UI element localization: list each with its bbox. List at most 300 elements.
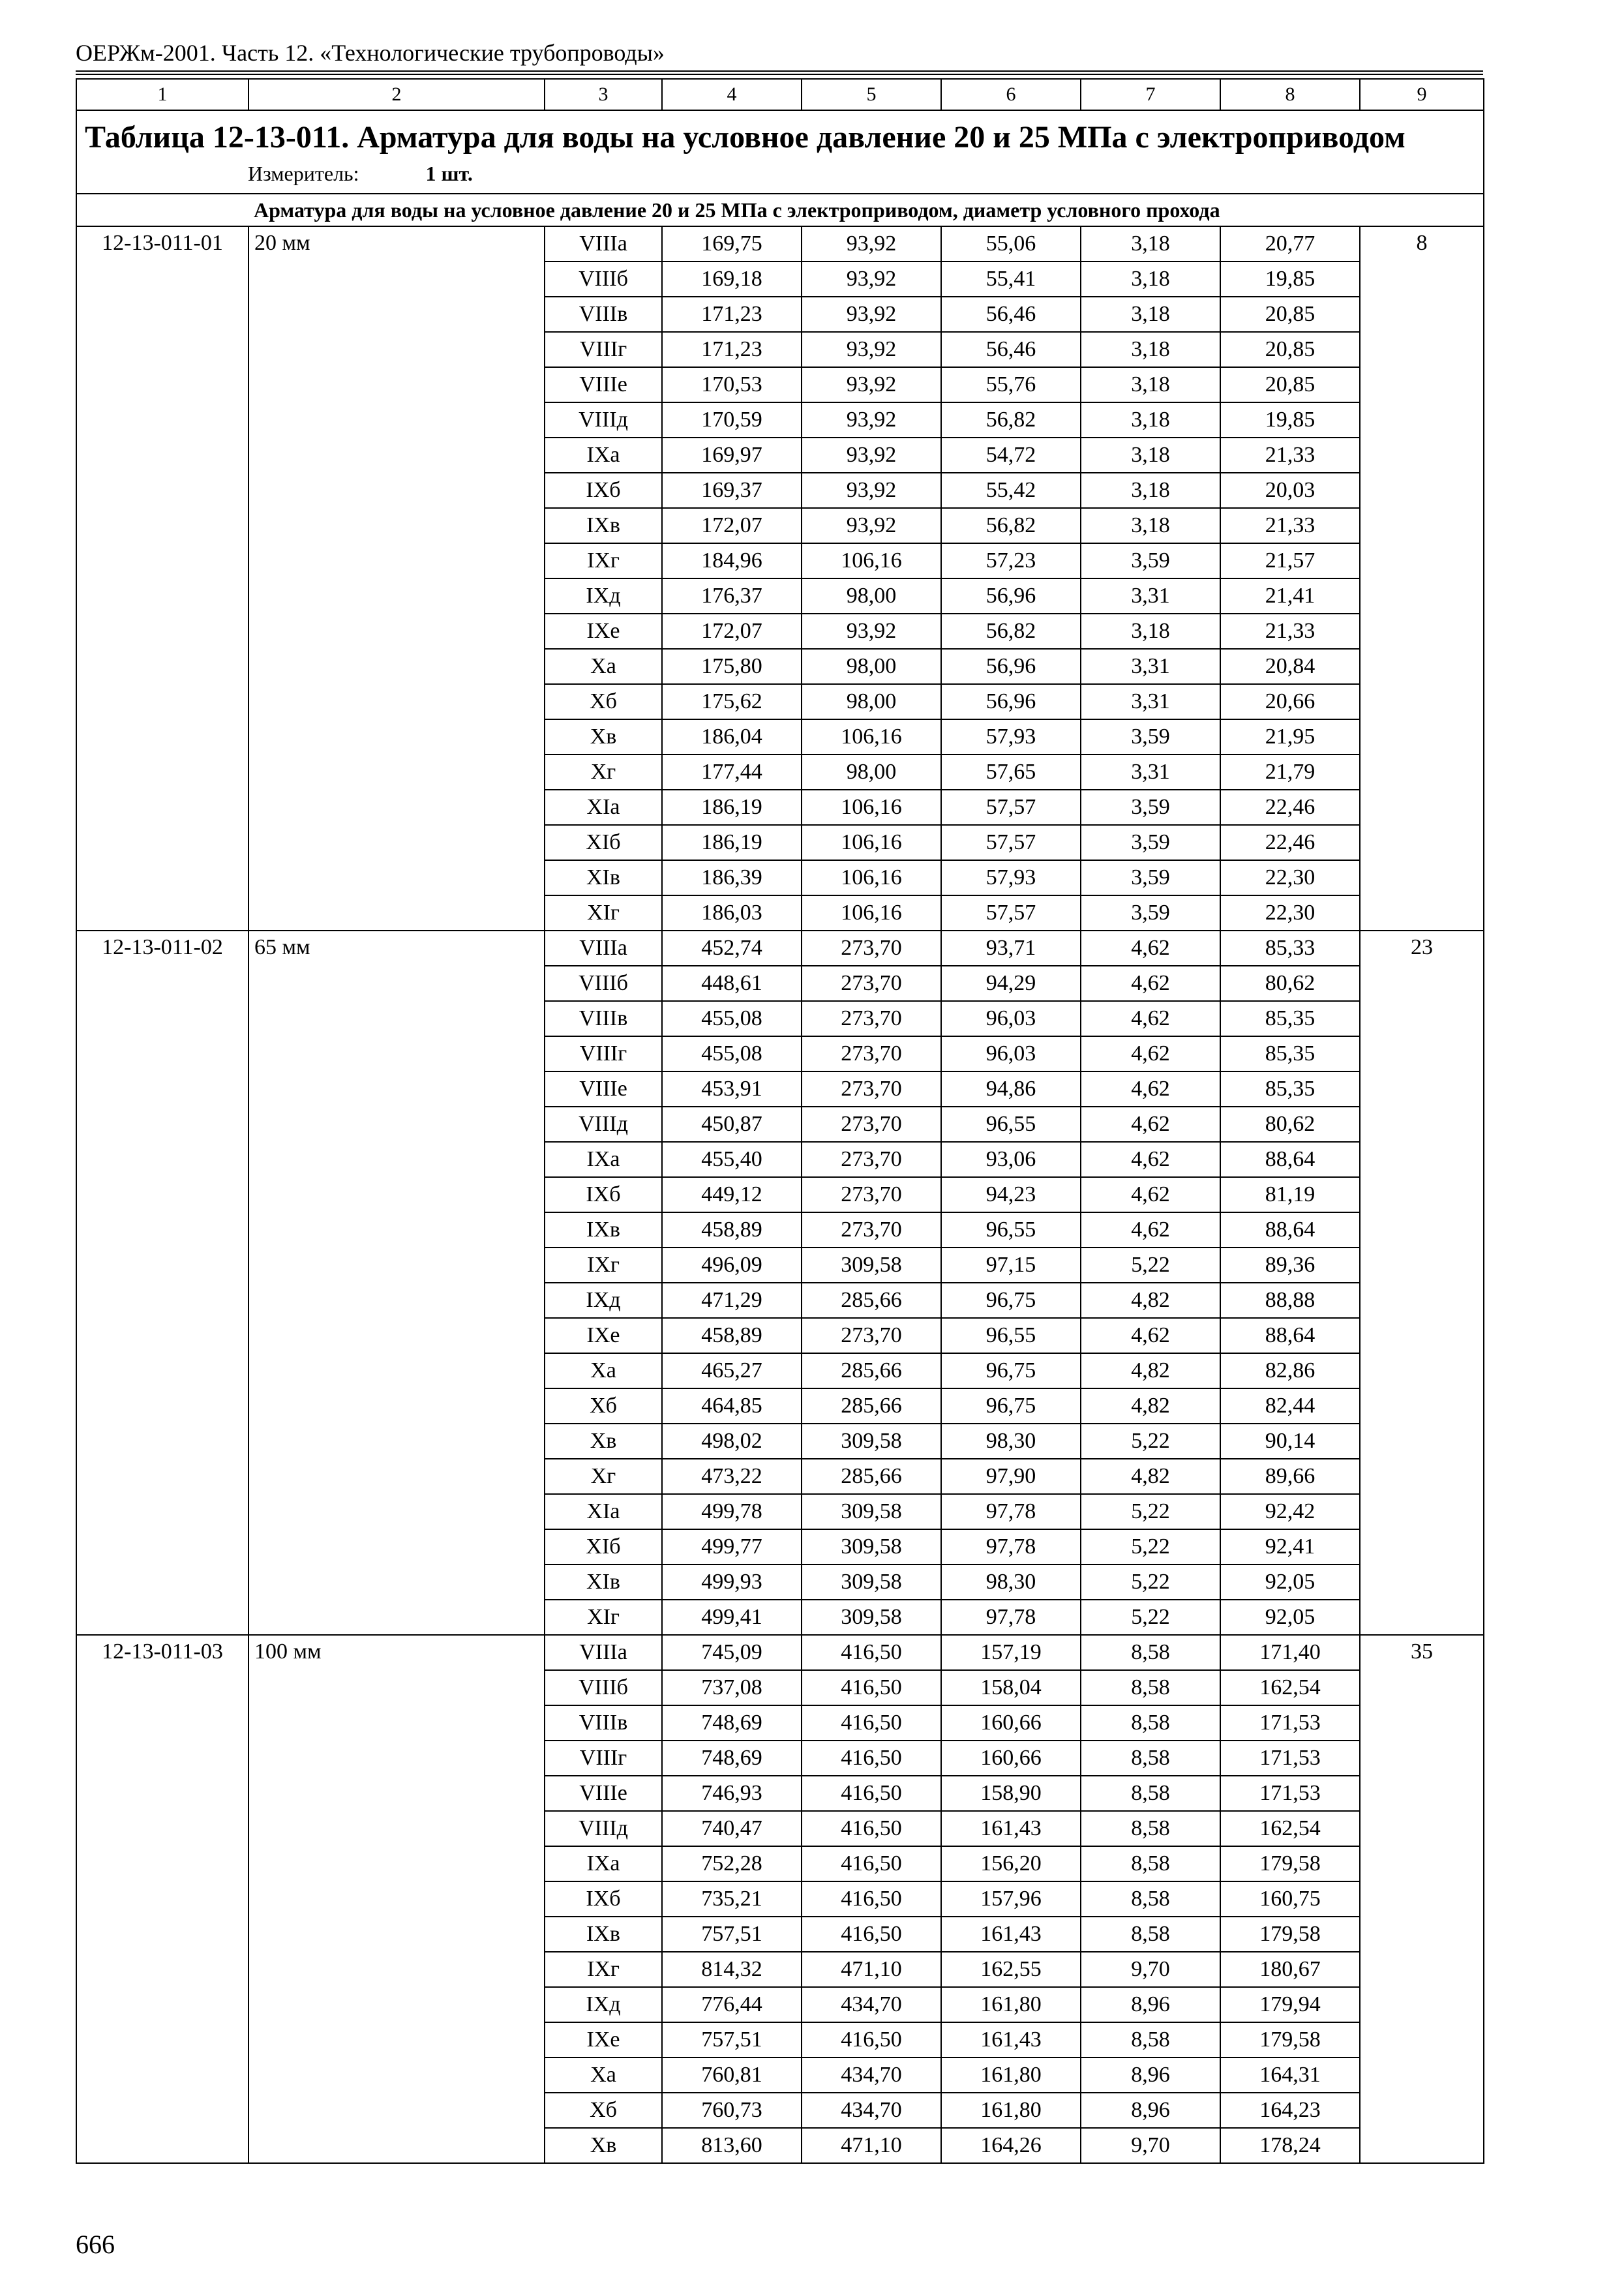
machine-cost: 164,26 <box>941 2128 1081 2163</box>
resource-class: IXе <box>545 2022 662 2057</box>
total-cost: 186,19 <box>662 825 802 860</box>
resource-class: Xб <box>545 2093 662 2128</box>
machinist-wage: 3,18 <box>1081 402 1220 438</box>
total-cost: 499,93 <box>662 1564 802 1600</box>
total-cost: 499,41 <box>662 1600 802 1635</box>
resource-class: XIг <box>545 1600 662 1635</box>
machinist-wage: 8,58 <box>1081 1741 1220 1776</box>
resource-class: IXв <box>545 1917 662 1952</box>
total-cost: 471,29 <box>662 1283 802 1318</box>
resource-class: Xг <box>545 1459 662 1494</box>
machine-cost: 56,46 <box>941 297 1081 332</box>
resource-class: Xв <box>545 719 662 755</box>
resource-class: VIIIа <box>545 226 662 262</box>
wage-cost: 309,58 <box>802 1494 941 1529</box>
wage-cost: 309,58 <box>802 1600 941 1635</box>
table-title-row <box>76 110 1484 194</box>
wage-cost: 93,92 <box>802 508 941 543</box>
machinist-wage: 3,59 <box>1081 895 1220 931</box>
col-number-4: 4 <box>662 79 802 110</box>
machinist-wage: 4,62 <box>1081 1001 1220 1036</box>
machinist-wage: 3,31 <box>1081 755 1220 790</box>
total-cost: 186,04 <box>662 719 802 755</box>
wage-cost: 416,50 <box>802 1917 941 1952</box>
wage-cost: 416,50 <box>802 1881 941 1917</box>
table-row <box>76 1635 1484 1670</box>
wage-cost: 285,66 <box>802 1388 941 1424</box>
resource-class: VIIIг <box>545 332 662 367</box>
machinist-wage: 4,62 <box>1081 1036 1220 1071</box>
machine-cost: 96,75 <box>941 1283 1081 1318</box>
total-cost: 449,12 <box>662 1177 802 1212</box>
measure-value: 1 шт. <box>425 162 473 185</box>
machinist-wage: 3,18 <box>1081 438 1220 473</box>
machinist-wage: 8,58 <box>1081 1917 1220 1952</box>
machinist-wage: 3,59 <box>1081 719 1220 755</box>
total-cost: 760,73 <box>662 2093 802 2128</box>
wage-cost: 285,66 <box>802 1283 941 1318</box>
material-cost: 179,58 <box>1220 1917 1360 1952</box>
resource-class: XIв <box>545 1564 662 1600</box>
material-cost: 22,30 <box>1220 860 1360 895</box>
total-cost: 455,40 <box>662 1142 802 1177</box>
machine-cost: 161,43 <box>941 1811 1081 1846</box>
machinist-wage: 3,59 <box>1081 825 1220 860</box>
machine-cost: 97,78 <box>941 1494 1081 1529</box>
document-header: ОЕРЖм-2001. Часть 12. «Технологические трубопроводы» <box>76 40 665 66</box>
total-cost: 776,44 <box>662 1987 802 2022</box>
wage-cost: 416,50 <box>802 1670 941 1705</box>
material-cost: 20,85 <box>1220 297 1360 332</box>
wage-cost: 416,50 <box>802 2022 941 2057</box>
machine-cost: 54,72 <box>941 438 1081 473</box>
total-cost: 186,39 <box>662 860 802 895</box>
material-cost: 21,33 <box>1220 508 1360 543</box>
material-cost: 80,62 <box>1220 966 1360 1001</box>
resource-class: IXе <box>545 614 662 649</box>
total-cost: 175,80 <box>662 649 802 684</box>
wage-cost: 93,92 <box>802 262 941 297</box>
machine-cost: 57,65 <box>941 755 1081 790</box>
resource-class: VIIIв <box>545 1705 662 1741</box>
nominal-diameter: 65 мм <box>248 931 545 1635</box>
machine-cost: 57,93 <box>941 719 1081 755</box>
resource-class: VIIIг <box>545 1036 662 1071</box>
machine-cost: 56,82 <box>941 508 1081 543</box>
machine-cost: 57,57 <box>941 790 1081 825</box>
material-cost: 21,79 <box>1220 755 1360 790</box>
measure-label: Измеритель: <box>248 162 359 185</box>
material-cost: 21,41 <box>1220 578 1360 614</box>
wage-cost: 273,70 <box>802 1318 941 1353</box>
wage-cost: 93,92 <box>802 473 941 508</box>
machine-cost: 57,23 <box>941 543 1081 578</box>
material-cost: 92,42 <box>1220 1494 1360 1529</box>
machinist-wage: 5,22 <box>1081 1494 1220 1529</box>
machinist-wage: 4,62 <box>1081 1212 1220 1248</box>
total-cost: 496,09 <box>662 1248 802 1283</box>
resource-class: IXв <box>545 1212 662 1248</box>
machinist-wage: 3,18 <box>1081 367 1220 402</box>
measure-line <box>77 158 1483 193</box>
machinist-wage: 3,18 <box>1081 332 1220 367</box>
machine-cost: 56,82 <box>941 402 1081 438</box>
material-cost: 21,33 <box>1220 438 1360 473</box>
machine-cost: 57,57 <box>941 825 1081 860</box>
resource-class: XIг <box>545 895 662 931</box>
wage-cost: 273,70 <box>802 1142 941 1177</box>
wage-cost: 98,00 <box>802 578 941 614</box>
material-cost: 88,88 <box>1220 1283 1360 1318</box>
column-numbers-row <box>76 79 1484 110</box>
col-number-8: 8 <box>1220 79 1360 110</box>
total-cost: 464,85 <box>662 1388 802 1424</box>
total-cost: 453,91 <box>662 1071 802 1107</box>
machine-cost: 157,19 <box>941 1635 1081 1670</box>
machinist-wage: 5,22 <box>1081 1564 1220 1600</box>
wage-cost: 273,70 <box>802 1071 941 1107</box>
total-cost: 177,44 <box>662 755 802 790</box>
col-number-1: 1 <box>76 79 248 110</box>
wage-cost: 273,70 <box>802 1001 941 1036</box>
total-cost: 170,59 <box>662 402 802 438</box>
material-cost: 90,14 <box>1220 1424 1360 1459</box>
machinist-wage: 4,62 <box>1081 1071 1220 1107</box>
machinist-wage: 3,18 <box>1081 508 1220 543</box>
material-cost: 82,44 <box>1220 1388 1360 1424</box>
resource-class: IXг <box>545 543 662 578</box>
header-rule <box>76 70 1483 72</box>
wage-cost: 106,16 <box>802 825 941 860</box>
wage-cost: 273,70 <box>802 966 941 1001</box>
wage-cost: 98,00 <box>802 649 941 684</box>
wage-cost: 434,70 <box>802 2057 941 2093</box>
total-cost: 170,53 <box>662 367 802 402</box>
resource-class: Xг <box>545 755 662 790</box>
table-row <box>76 931 1484 966</box>
resource-class: IXд <box>545 578 662 614</box>
total-cost: 176,37 <box>662 578 802 614</box>
machinist-wage: 3,18 <box>1081 614 1220 649</box>
machinist-wage: 4,62 <box>1081 1107 1220 1142</box>
rate-code: 12-13-011-02 <box>76 931 248 1635</box>
total-cost: 184,96 <box>662 543 802 578</box>
total-cost: 172,07 <box>662 614 802 649</box>
machine-cost: 161,80 <box>941 1987 1081 2022</box>
machine-cost: 157,96 <box>941 1881 1081 1917</box>
wage-cost: 434,70 <box>802 1987 941 2022</box>
resource-class: Xа <box>545 2057 662 2093</box>
wage-cost: 285,66 <box>802 1459 941 1494</box>
machinist-wage: 8,96 <box>1081 1987 1220 2022</box>
resource-class: VIIIб <box>545 1670 662 1705</box>
machine-cost: 97,15 <box>941 1248 1081 1283</box>
machine-cost: 55,76 <box>941 367 1081 402</box>
material-cost: 171,53 <box>1220 1776 1360 1811</box>
rate-code: 12-13-011-03 <box>76 1635 248 2163</box>
machine-cost: 56,96 <box>941 649 1081 684</box>
machinist-wage: 3,18 <box>1081 226 1220 262</box>
table-title: Таблица 12-13-011. Арматура для воды на условное давление 20 и 25 МПа с электроприводом <box>85 120 1406 155</box>
total-cost: 473,22 <box>662 1459 802 1494</box>
material-cost: 82,86 <box>1220 1353 1360 1388</box>
col-number-6: 6 <box>941 79 1081 110</box>
machinist-wage: 8,58 <box>1081 1881 1220 1917</box>
total-cost: 757,51 <box>662 1917 802 1952</box>
machinist-wage: 8,58 <box>1081 1670 1220 1705</box>
resource-class: Xб <box>545 684 662 719</box>
material-cost: 179,58 <box>1220 2022 1360 2057</box>
machinist-wage: 8,58 <box>1081 1705 1220 1741</box>
resource-class: VIIIв <box>545 1001 662 1036</box>
machinist-wage: 8,58 <box>1081 1635 1220 1670</box>
wage-cost: 93,92 <box>802 332 941 367</box>
machine-cost: 93,71 <box>941 931 1081 966</box>
wage-cost: 93,92 <box>802 438 941 473</box>
material-cost: 20,66 <box>1220 684 1360 719</box>
wage-cost: 273,70 <box>802 931 941 966</box>
resource-class: XIа <box>545 1494 662 1529</box>
total-cost: 186,19 <box>662 790 802 825</box>
material-cost: 21,95 <box>1220 719 1360 755</box>
rates-table <box>76 78 1484 2164</box>
total-cost: 186,03 <box>662 895 802 931</box>
material-cost: 22,46 <box>1220 790 1360 825</box>
wage-cost: 416,50 <box>802 1846 941 1881</box>
material-cost: 85,35 <box>1220 1001 1360 1036</box>
resource-class: Xа <box>545 1353 662 1388</box>
total-cost: 746,93 <box>662 1776 802 1811</box>
table-title-cell <box>76 110 1484 194</box>
machinist-wage: 4,82 <box>1081 1283 1220 1318</box>
machinist-wage: 8,58 <box>1081 1846 1220 1881</box>
material-cost: 89,66 <box>1220 1459 1360 1494</box>
material-cost: 22,30 <box>1220 895 1360 931</box>
machine-cost: 96,75 <box>941 1388 1081 1424</box>
machinist-wage: 9,70 <box>1081 2128 1220 2163</box>
wage-cost: 98,00 <box>802 755 941 790</box>
machinist-wage: 4,82 <box>1081 1388 1220 1424</box>
machine-cost: 161,80 <box>941 2093 1081 2128</box>
total-cost: 465,27 <box>662 1353 802 1388</box>
machinist-wage: 4,82 <box>1081 1353 1220 1388</box>
material-cost: 81,19 <box>1220 1177 1360 1212</box>
machinist-wage: 8,96 <box>1081 2057 1220 2093</box>
total-cost: 760,81 <box>662 2057 802 2093</box>
machinist-wage: 3,59 <box>1081 543 1220 578</box>
resource-class: XIб <box>545 1529 662 1564</box>
material-cost: 164,23 <box>1220 2093 1360 2128</box>
machine-cost: 161,80 <box>941 2057 1081 2093</box>
wage-cost: 416,50 <box>802 1741 941 1776</box>
wage-cost: 309,58 <box>802 1564 941 1600</box>
resource-class: XIа <box>545 790 662 825</box>
total-cost: 735,21 <box>662 1881 802 1917</box>
resource-class: VIIIд <box>545 1107 662 1142</box>
wage-cost: 106,16 <box>802 543 941 578</box>
total-cost: 458,89 <box>662 1212 802 1248</box>
machinist-wage: 4,62 <box>1081 1318 1220 1353</box>
material-cost: 92,41 <box>1220 1529 1360 1564</box>
wage-cost: 98,00 <box>802 684 941 719</box>
header-rule-second <box>76 74 1483 75</box>
total-cost: 452,74 <box>662 931 802 966</box>
material-cost: 171,40 <box>1220 1635 1360 1670</box>
machine-cost: 96,55 <box>941 1107 1081 1142</box>
machine-cost: 97,78 <box>941 1600 1081 1635</box>
material-cost: 20,84 <box>1220 649 1360 684</box>
material-cost: 179,94 <box>1220 1987 1360 2022</box>
machine-cost: 56,46 <box>941 332 1081 367</box>
machine-cost: 56,82 <box>941 614 1081 649</box>
machinist-wage: 3,31 <box>1081 684 1220 719</box>
wage-cost: 273,70 <box>802 1177 941 1212</box>
material-cost: 20,77 <box>1220 226 1360 262</box>
machinist-wage: 8,58 <box>1081 1776 1220 1811</box>
resource-class: VIIIг <box>545 1741 662 1776</box>
machine-cost: 55,42 <box>941 473 1081 508</box>
wage-cost: 93,92 <box>802 297 941 332</box>
wage-cost: 273,70 <box>802 1036 941 1071</box>
wage-cost: 93,92 <box>802 402 941 438</box>
subheader-row <box>76 194 1484 226</box>
wage-cost: 416,50 <box>802 1776 941 1811</box>
machinist-wage: 4,62 <box>1081 931 1220 966</box>
table-row <box>76 226 1484 262</box>
material-cost: 22,46 <box>1220 825 1360 860</box>
machine-cost: 158,04 <box>941 1670 1081 1705</box>
material-cost: 92,05 <box>1220 1600 1360 1635</box>
machine-cost: 162,55 <box>941 1952 1081 1987</box>
machine-cost: 98,30 <box>941 1564 1081 1600</box>
machine-cost: 156,20 <box>941 1846 1081 1881</box>
total-cost: 498,02 <box>662 1424 802 1459</box>
machine-cost: 93,06 <box>941 1142 1081 1177</box>
total-cost: 737,08 <box>662 1670 802 1705</box>
machine-cost: 94,86 <box>941 1071 1081 1107</box>
material-cost: 21,57 <box>1220 543 1360 578</box>
wage-cost: 309,58 <box>802 1248 941 1283</box>
material-cost: 88,64 <box>1220 1318 1360 1353</box>
rate-code: 12-13-011-01 <box>76 226 248 931</box>
material-cost: 88,64 <box>1220 1212 1360 1248</box>
resource-class: XIб <box>545 825 662 860</box>
material-cost: 179,58 <box>1220 1846 1360 1881</box>
resource-class: IXб <box>545 1881 662 1917</box>
wage-cost: 285,66 <box>802 1353 941 1388</box>
material-cost: 171,53 <box>1220 1741 1360 1776</box>
machine-cost: 55,06 <box>941 226 1081 262</box>
total-cost: 171,23 <box>662 297 802 332</box>
machinist-wage: 5,22 <box>1081 1600 1220 1635</box>
resource-class: Xб <box>545 1388 662 1424</box>
unit-weight: 23 <box>1360 931 1484 1635</box>
machine-cost: 160,66 <box>941 1705 1081 1741</box>
machine-cost: 98,30 <box>941 1424 1081 1459</box>
resource-class: XIв <box>545 860 662 895</box>
machine-cost: 96,55 <box>941 1318 1081 1353</box>
wage-cost: 93,92 <box>802 367 941 402</box>
resource-class: VIIIб <box>545 262 662 297</box>
machine-cost: 97,90 <box>941 1459 1081 1494</box>
wage-cost: 416,50 <box>802 1811 941 1846</box>
material-cost: 171,53 <box>1220 1705 1360 1741</box>
machine-cost: 56,96 <box>941 684 1081 719</box>
total-cost: 169,75 <box>662 226 802 262</box>
machine-cost: 97,78 <box>941 1529 1081 1564</box>
wage-cost: 106,16 <box>802 719 941 755</box>
machinist-wage: 5,22 <box>1081 1529 1220 1564</box>
material-cost: 164,31 <box>1220 2057 1360 2093</box>
material-cost: 162,54 <box>1220 1811 1360 1846</box>
wage-cost: 416,50 <box>802 1705 941 1741</box>
total-cost: 745,09 <box>662 1635 802 1670</box>
resource-class: VIIIв <box>545 297 662 332</box>
machinist-wage: 4,62 <box>1081 1177 1220 1212</box>
resource-class: VIIIа <box>545 931 662 966</box>
machinist-wage: 4,62 <box>1081 1142 1220 1177</box>
material-cost: 92,05 <box>1220 1564 1360 1600</box>
resource-class: VIIIе <box>545 1776 662 1811</box>
resource-class: VIIIа <box>545 1635 662 1670</box>
resource-class: VIIIд <box>545 402 662 438</box>
machine-cost: 57,93 <box>941 860 1081 895</box>
machine-cost: 55,41 <box>941 262 1081 297</box>
material-cost: 88,64 <box>1220 1142 1360 1177</box>
machine-cost: 56,96 <box>941 578 1081 614</box>
material-cost: 180,67 <box>1220 1952 1360 1987</box>
wage-cost: 309,58 <box>802 1424 941 1459</box>
total-cost: 499,78 <box>662 1494 802 1529</box>
col-number-9: 9 <box>1360 79 1484 110</box>
total-cost: 458,89 <box>662 1318 802 1353</box>
wage-cost: 106,16 <box>802 790 941 825</box>
resource-class: IXб <box>545 1177 662 1212</box>
resource-class: IXв <box>545 508 662 543</box>
total-cost: 455,08 <box>662 1001 802 1036</box>
total-cost: 455,08 <box>662 1036 802 1071</box>
machine-cost: 158,90 <box>941 1776 1081 1811</box>
wage-cost: 434,70 <box>802 2093 941 2128</box>
material-cost: 19,85 <box>1220 262 1360 297</box>
machine-cost: 94,23 <box>941 1177 1081 1212</box>
machinist-wage: 8,96 <box>1081 2093 1220 2128</box>
machinist-wage: 8,58 <box>1081 2022 1220 2057</box>
material-cost: 80,62 <box>1220 1107 1360 1142</box>
resource-class: VIIIд <box>545 1811 662 1846</box>
machinist-wage: 5,22 <box>1081 1248 1220 1283</box>
wage-cost: 93,92 <box>802 226 941 262</box>
material-cost: 178,24 <box>1220 2128 1360 2163</box>
col-number-2: 2 <box>248 79 545 110</box>
wage-cost: 416,50 <box>802 1635 941 1670</box>
wage-cost: 471,10 <box>802 2128 941 2163</box>
total-cost: 169,37 <box>662 473 802 508</box>
material-cost: 85,35 <box>1220 1036 1360 1071</box>
total-cost: 169,97 <box>662 438 802 473</box>
nominal-diameter: 100 мм <box>248 1635 545 2163</box>
resource-class: IXа <box>545 1142 662 1177</box>
machine-cost: 57,57 <box>941 895 1081 931</box>
material-cost: 21,33 <box>1220 614 1360 649</box>
total-cost: 448,61 <box>662 966 802 1001</box>
unit-weight: 35 <box>1360 1635 1484 2163</box>
nominal-diameter: 20 мм <box>248 226 545 931</box>
machinist-wage: 3,18 <box>1081 262 1220 297</box>
material-cost: 20,85 <box>1220 332 1360 367</box>
total-cost: 499,77 <box>662 1529 802 1564</box>
material-cost: 20,03 <box>1220 473 1360 508</box>
